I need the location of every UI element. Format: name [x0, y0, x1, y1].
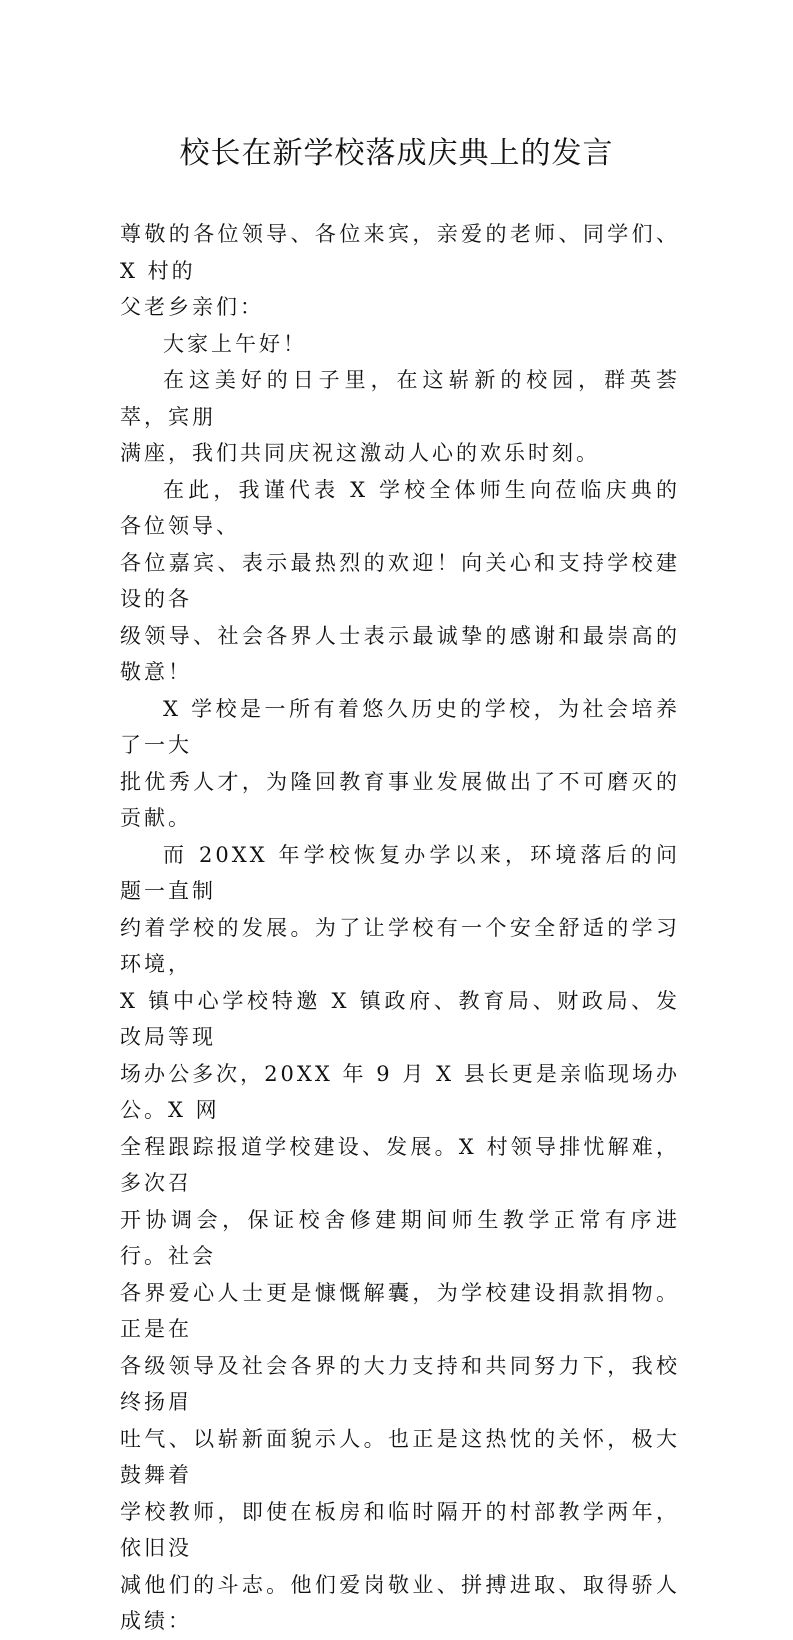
document-body [120, 216, 680, 1640]
body-paragraph-4: 而 20XX 年学校恢复办学以来，环境落后的问题一直制 约着学校的发展。为了让学校有一个安全舒适的学习环境， X 镇中心学校特邀 X 镇政府、教育局、财政局、发改局等现 场办公多次，20XX 年 9 月 X 县长更是亲临现场办公。X 网 全程跟踪报道学校建设、发展。X 村领导排忧解难，多次召 开协调会，保证校舍修建期间师生教学正常有序进行。社会 各界爱心人士更是慷慨解囊，为学校建设捐款捐物。正是在 各级领导及社会各界的大力支持和共同努力下，我校终扬眉 吐气、以崭新面貌示人。也正是这热忱的关怀，极大鼓舞着 学校教师，即使在板房和临时隔开的村部教学两年，依旧没 减他们的斗志。他们爱岗敬业、拼搏进取、取得骄人成绩： [120, 842, 680, 1633]
body-paragraph-3: X 学校是一所有着悠久历史的学校，为社会培养了一大 批优秀人才，为隆回教育事业发展做出了不可磨灭的贡献。 [120, 696, 680, 830]
greeting-paragraph: 大家上午好！ [163, 331, 307, 356]
body-paragraph-1: 在这美好的日子里，在这崭新的校园，群英荟萃，宾朋 满座，我们共同庆祝这激动人心的欢乐时刻。 [120, 368, 680, 465]
body-paragraph-2: 在此，我谨代表 X 学校全体师生向莅临庆典的各位领导、 各位嘉宾、表示最热烈的欢迎！向关心和支持学校建设的各 级领导、社会各界人士表示最诚挚的感谢和最崇高的敬意！ [120, 477, 680, 684]
page-title: 校长在新学校落成庆典上的发言 [179, 136, 614, 171]
salutation-paragraph: 尊敬的各位领导、各位来宾，亲爱的老师、同学们、X 村的 父老乡亲们： [120, 222, 680, 319]
